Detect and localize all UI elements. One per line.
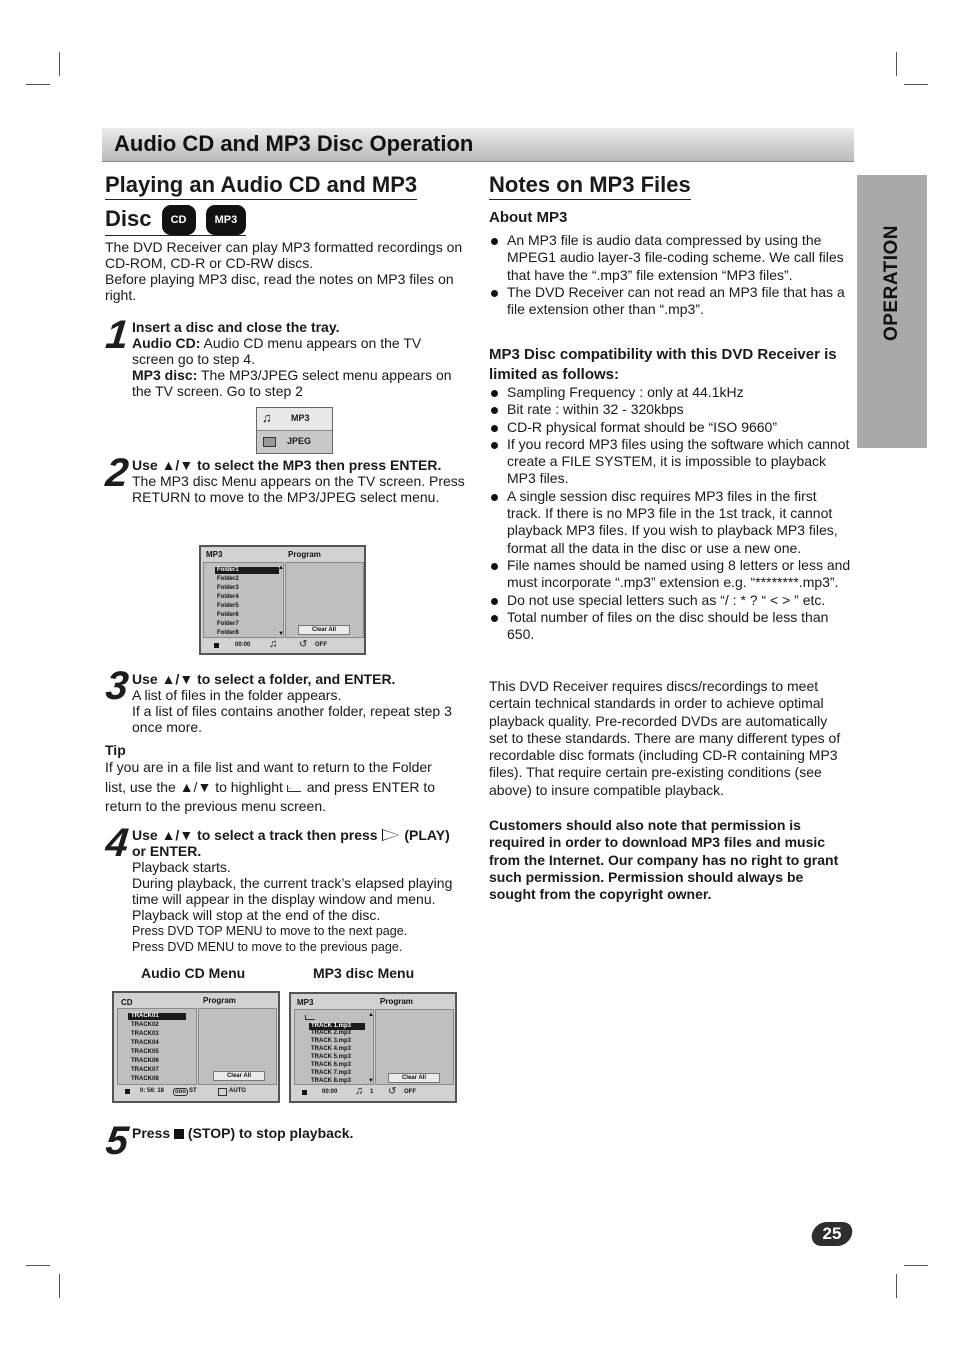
program-title: Program	[203, 996, 236, 1005]
image-icon	[263, 437, 276, 447]
step-1-cd-text: Audio CD menu appears on the TV screen go to step 4.	[132, 335, 422, 367]
side-tab-label: OPERATION	[881, 224, 902, 342]
list-item[interactable]	[311, 1062, 351, 1068]
step-5	[132, 1125, 462, 1141]
track-label: TRACK 4.mp3	[311, 1046, 352, 1052]
folder-label: Folder4	[217, 594, 239, 600]
list-item: CD-R physical format should be “ISO 9660”	[489, 419, 852, 436]
elapsed-time: 00:00	[235, 642, 251, 648]
step-1-mp3-label: MP3 disc:	[132, 367, 198, 383]
audio-cd-menu	[112, 991, 280, 1103]
page-number-badge	[809, 1222, 854, 1246]
side-tab	[857, 175, 927, 448]
program-title: Program	[380, 997, 413, 1006]
select-item-jpeg[interactable]	[257, 431, 332, 453]
track-list	[294, 1009, 374, 1085]
crop-mark	[59, 52, 60, 76]
step-4-text-1: Playback starts.	[132, 859, 231, 875]
menu-title: MP3	[297, 998, 314, 1007]
step-1-mp3	[132, 367, 467, 399]
track-label: TRACK 8.mp3	[311, 1078, 352, 1084]
list-item[interactable]	[131, 1031, 159, 1037]
compat-list	[489, 384, 852, 643]
section-title-bar	[102, 128, 854, 162]
folder-label: Folder3	[217, 585, 239, 591]
caption-mp3-disc-menu: MP3 disc Menu	[313, 965, 415, 981]
play-icon	[383, 830, 398, 840]
list-item[interactable]	[217, 585, 239, 591]
track-label: TRACK04	[131, 1040, 159, 1046]
caption-audio-cd-menu: Audio CD Menu	[141, 965, 246, 981]
page-number: 25	[822, 1224, 842, 1243]
heading-line1: Playing an Audio CD and MP3	[105, 171, 417, 200]
folder-label: Folder2	[217, 576, 239, 582]
folder-label: Folder5	[217, 603, 239, 609]
intro-paragraph-1: The DVD Receiver can play MP3 formatted recordings on CD-ROM, CD-R or CD-RW discs.	[105, 239, 463, 271]
tip-line-2a: list, use the ▲/▼ to highlight	[105, 779, 287, 795]
crop-mark	[26, 84, 50, 85]
list-item: Bit rate : within 32 - 320kbps	[489, 401, 852, 418]
crop-mark	[896, 1274, 897, 1298]
step-2-text: The MP3 disc Menu appears on the TV screen. Press RETURN to move to the MP3/JPEG select menu.	[132, 473, 465, 505]
list-item[interactable]	[131, 1049, 159, 1055]
program-list	[198, 1008, 277, 1085]
clear-all-button[interactable]: Clear All	[213, 1071, 265, 1081]
stop-icon	[174, 1129, 184, 1139]
step-4-title-b: (PLAY)	[400, 827, 450, 843]
step-3-text-1: A list of files in the folder appears.	[132, 687, 342, 703]
surround-icon: ooo	[175, 1089, 186, 1095]
folder-label: Folder7	[217, 621, 239, 627]
list-item[interactable]	[217, 603, 239, 609]
step-2	[132, 457, 467, 505]
list-item: If you record MP3 files using the software which cannot create a FILE SYSTEM, it is impossible to playback MP3 files.	[489, 436, 852, 488]
repeat-icon: ↺	[299, 639, 308, 650]
list-item[interactable]	[131, 1067, 159, 1073]
notes-heading: Notes on MP3 Files	[489, 171, 691, 200]
stop-icon	[125, 1089, 130, 1094]
repeat-status: OFF	[315, 642, 327, 648]
step-1-title: Insert a disc and close the tray.	[132, 319, 340, 335]
right-heading	[489, 171, 691, 200]
list-item[interactable]	[131, 1040, 159, 1046]
elapsed-time: 0: 56: 18	[140, 1088, 165, 1094]
list-item[interactable]	[217, 630, 239, 636]
list-item: A single session disc requires MP3 files in the first track. If there is no MP3 file in the 1st track, it cannot playback MP3 files. If you wish to playback MP3 files, format all the data in the disc or use a new one.	[489, 488, 852, 557]
mp3-jpeg-select-menu	[256, 407, 333, 454]
clear-all-button[interactable]: Clear All	[388, 1073, 440, 1083]
step-4-title	[132, 827, 470, 843]
list-item: The DVD Receiver can not read an MP3 file that has a file extension other than “.mp3”.	[489, 284, 851, 319]
about-mp3-heading: About MP3	[489, 209, 568, 226]
intro-paragraph-2: Before playing MP3 disc, read the notes on MP3 files on right.	[105, 271, 454, 303]
track-label: TRACK 2.mp3	[311, 1030, 352, 1036]
scroll-up-icon[interactable]: ▲	[368, 1012, 374, 1018]
mp3-disc-menu	[289, 992, 457, 1103]
tip-line-3: return to the previous menu screen.	[105, 798, 327, 814]
music-note-icon: ♫	[269, 638, 278, 650]
list-item[interactable]	[217, 612, 239, 618]
tip-label: Tip	[105, 742, 126, 758]
badge-cd: CD	[162, 205, 196, 235]
track-label: TRACK05	[131, 1049, 159, 1055]
step-3-title: Use ▲/▼ to select a folder, and ENTER.	[132, 671, 396, 687]
track-label: TRACK08	[131, 1076, 159, 1082]
parent-folder-icon: ..	[287, 785, 301, 792]
repeat-status: OFF	[404, 1089, 416, 1095]
folder-label: Folder6	[217, 612, 239, 618]
clear-all-button[interactable]: Clear All	[298, 625, 350, 635]
stop-icon	[302, 1090, 307, 1095]
program-list	[285, 562, 364, 638]
left-heading	[105, 171, 465, 236]
list-item: File names should be named using 8 letters or less and must incorporate “.mp3” extension e.g. “********.mp3”.	[489, 557, 852, 592]
step-number-4: 4	[103, 821, 131, 865]
menu-title: MP3	[206, 550, 223, 559]
step-5-title-b: (STOP) to stop playback.	[184, 1125, 354, 1141]
list-item[interactable]	[217, 594, 239, 600]
step-4-title-a: Use ▲/▼ to select a track then press	[132, 827, 382, 843]
track-number: 1	[370, 1089, 374, 1095]
track-label: TRACK01	[131, 1013, 159, 1019]
list-item[interactable]	[311, 1054, 351, 1060]
step-2-title: Use ▲/▼ to select the MP3 then press ENTER.	[132, 457, 442, 473]
track-label: TRACK 7.mp3	[311, 1070, 352, 1076]
step-1-cd	[132, 335, 467, 367]
step-number-2: 2	[103, 451, 131, 495]
scroll-down-icon[interactable]: ▼	[278, 631, 284, 637]
crop-mark	[26, 1265, 50, 1266]
folder-list	[203, 562, 284, 638]
track-label: TRACK 6.mp3	[311, 1062, 352, 1068]
select-item-label: JPEG	[287, 436, 312, 446]
list-item[interactable]	[311, 1030, 351, 1036]
list-item[interactable]	[311, 1078, 351, 1084]
compat-heading: MP3 Disc compatibility with this DVD Receiver is limited as follows:	[489, 346, 837, 383]
status-bar	[203, 639, 364, 652]
music-note-icon: ♫	[262, 410, 272, 425]
track-label: TRACK 1.mp3	[311, 1023, 352, 1029]
list-item[interactable]	[309, 1023, 365, 1030]
step-number-3: 3	[103, 664, 131, 708]
music-note-icon: ♫	[355, 1085, 364, 1097]
scroll-up-icon[interactable]: ▲	[278, 565, 284, 571]
step-4-text-2: During playback, the current track’s elapsed playing time will appear in the display window and menu. Playback will stop at the end of the disc.	[132, 875, 453, 923]
tip-line-2b: and press ENTER to	[302, 779, 436, 795]
step-4	[132, 827, 470, 955]
crop-mark	[904, 84, 928, 85]
badge-mp3: MP3	[206, 205, 247, 235]
list-item[interactable]	[128, 1013, 186, 1020]
status-bar	[294, 1086, 454, 1099]
track-label: TRACK03	[131, 1031, 159, 1037]
track-label: TRACK06	[131, 1058, 159, 1064]
scroll-down-icon[interactable]: ▼	[368, 1078, 374, 1084]
mode-status: AUTO	[229, 1088, 246, 1094]
list-item[interactable]	[217, 576, 239, 582]
track-label: TRACK07	[131, 1067, 159, 1073]
mp3-folder-menu	[199, 545, 366, 655]
program-title: Program	[288, 550, 321, 559]
step-number-1: 1	[103, 313, 131, 357]
list-item: Sampling Frequency : only at 44.1kHz	[489, 384, 852, 401]
step-1	[132, 319, 467, 399]
standards-paragraph: This DVD Receiver requires discs/recordings to meet certain technical standards in order to achieve optimal playback quality. Pre-recorded DVDs are automatically set to these standards. There are many different types of recordable disc formats (including CD-R containing MP3 files). That require certain pre-existing conditions (see above) to insure compatible playback.	[489, 678, 841, 798]
stop-icon	[214, 643, 219, 648]
track-label: TRACK 3.mp3	[311, 1038, 352, 1044]
step-1-mp3-text: The MP3/JPEG select menu appears on the TV screen. Go to step 2	[132, 367, 452, 399]
about-mp3-list	[489, 232, 851, 318]
tip-line-1: If you are in a file list and want to return to the Folder	[105, 759, 432, 775]
repeat-icon: ↺	[388, 1086, 397, 1097]
crop-mark	[896, 52, 897, 76]
list-item[interactable]	[217, 621, 239, 627]
list-item: Total number of files on the disc should be less than 650.	[489, 609, 852, 644]
section-title: Audio CD and MP3 Disc Operation	[114, 131, 474, 156]
step-4-title-c: or ENTER.	[132, 843, 202, 859]
status-bar	[117, 1086, 277, 1099]
folder-label: Folder8	[217, 630, 239, 636]
crop-mark	[904, 1265, 928, 1266]
folder-label: Folder1	[217, 567, 239, 573]
list-item[interactable]	[215, 567, 279, 574]
permission-paragraph: Customers should also note that permission is required in order to download MP3 files and music from the Internet. Our company has no right to grant such permission. Permission should always be sought from the copyright owner.	[489, 817, 839, 903]
heading-disc: Disc	[105, 206, 152, 231]
select-item-label: MP3	[291, 413, 310, 423]
track-label: TRACK 5.mp3	[311, 1054, 352, 1060]
step-1-cd-label: Audio CD:	[132, 335, 201, 351]
tip	[105, 742, 465, 813]
intro	[105, 239, 465, 303]
track-list	[117, 1008, 197, 1085]
step-4-text-3: Press DVD TOP MENU to move to the next page.	[132, 924, 408, 938]
step-3	[132, 671, 470, 735]
select-item-mp3[interactable]	[257, 408, 332, 431]
step-4-text-4: Press DVD MENU to move to the previous page.	[132, 940, 403, 954]
list-item[interactable]	[311, 1046, 351, 1052]
heading-line2	[105, 205, 246, 236]
list-item[interactable]	[131, 1022, 159, 1028]
list-item[interactable]	[311, 1038, 351, 1044]
surround-status: ST	[189, 1088, 197, 1094]
step-5-title-a: Press	[132, 1125, 175, 1141]
tip-line-2	[105, 776, 465, 799]
mode-icon	[218, 1088, 227, 1096]
track-label: TRACK02	[131, 1022, 159, 1028]
elapsed-time: 00:00	[322, 1089, 338, 1095]
menu-title: CD	[121, 998, 133, 1007]
list-item: An MP3 file is audio data compressed by using the MPEG1 audio layer-3 file-coding scheme. We call files that have the “.mp3” file extension “MP3 files”.	[489, 232, 851, 284]
crop-mark	[59, 1274, 60, 1298]
list-item[interactable]	[131, 1058, 159, 1064]
parent-folder-icon[interactable]	[305, 1015, 315, 1020]
program-list	[375, 1009, 454, 1085]
list-item: Do not use special letters such as “/ : * ? “ < > ” etc.	[489, 592, 852, 609]
list-item[interactable]	[131, 1076, 159, 1082]
step-number-5: 5	[103, 1119, 131, 1163]
list-item[interactable]	[311, 1070, 351, 1076]
step-3-text-2: If a list of files contains another folder, repeat step 3 once more.	[132, 703, 452, 735]
